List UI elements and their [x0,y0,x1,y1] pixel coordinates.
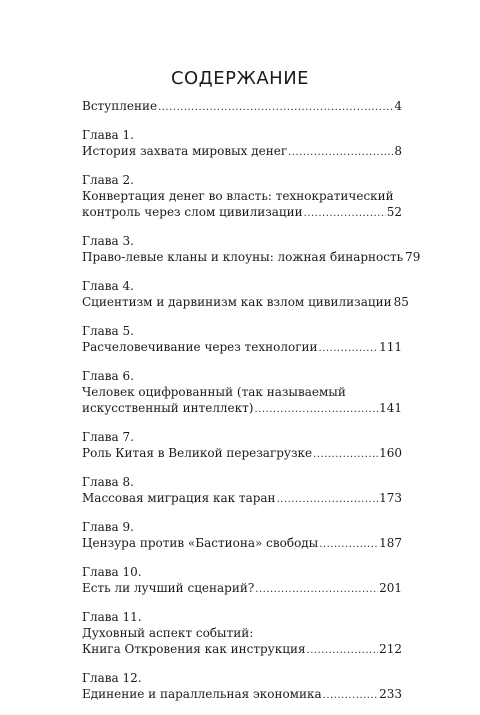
dot-leader [158,100,393,116]
toc-page-number: 141 [379,401,402,415]
chapter-label: Глава 5. [82,324,134,338]
toc-entry-line [82,249,421,267]
chapter-title-line: Роль Китая в Великой перезагрузке [82,446,313,460]
toc-entry-chapter-9 [82,519,402,553]
toc-title: СОДЕРЖАНИЕ [170,68,310,89]
toc-page-number: 160 [379,446,402,460]
chapter-label: Глава 9. [82,520,134,534]
toc-page-number: 8 [394,144,402,158]
chapter-label: Глава 11. [82,610,142,624]
toc-page-number: 201 [379,581,402,595]
toc-entry-line [82,98,402,116]
toc-entry-chapter-6 [82,368,402,418]
toc-entry-chapter-2 [82,172,402,222]
chapter-label: Глава 8. [82,475,134,489]
dot-leader [254,402,378,418]
chapter-title-line: Расчеловечивание через технологии [82,340,318,354]
toc-entry-chapter-5 [82,323,402,357]
chapter-title-line: Человек оцифрованный (так называемый [82,385,346,399]
chapter-label: Глава 1. [82,128,134,142]
toc-entry-chapter-3 [82,233,421,267]
toc-page-number: 52 [386,205,402,219]
toc-list [82,98,421,715]
chapter-title-line: Единение и параллельная экономика [82,687,322,701]
toc-entry-line [82,143,402,161]
dot-leader [313,447,378,463]
toc-entry-line [82,580,402,598]
toc-page-number: 187 [379,536,402,550]
toc-page-number: 233 [379,687,402,701]
chapter-title-line: контроль через слом цивилизации [82,205,303,219]
dot-leader [318,341,378,357]
toc-entry-line [82,686,402,704]
chapter-label: Глава 2. [82,173,134,187]
dot-leader [307,643,379,659]
dot-leader [304,206,386,222]
toc-entry-title: Вступление [82,99,158,113]
chapter-label: Глава 4. [82,279,134,293]
toc-entry-chapter-10 [82,564,402,598]
toc-page-number: 4 [394,99,402,113]
dot-leader [277,492,379,508]
toc-entry-chapter-4 [82,278,409,312]
chapter-title-line: Сциентизм и дарвинизм как взлом цивилизации [82,295,392,309]
toc-page-number: 111 [379,340,402,354]
toc-page-number: 85 [393,295,409,309]
chapter-title-line: Есть ли лучший сценарий? [82,581,255,595]
toc-entry-line [82,294,409,312]
toc-entry-line [82,535,402,553]
dot-leader [255,582,378,598]
chapter-label: Глава 6. [82,369,134,383]
toc-entry-chapter-1 [82,127,402,161]
chapter-label: Глава 3. [82,234,134,248]
toc-entry-line [82,204,402,222]
chapter-title-line: искусственный интеллект) [82,401,254,415]
chapter-title-line: Цензура против «Бастиона» свободы [82,536,319,550]
toc-entry-line [82,641,402,659]
toc-entry-intro [82,98,402,116]
toc-entry-line [82,490,402,508]
toc-page-number: 173 [379,491,402,505]
toc-entry-chapter-12 [82,670,402,704]
toc-entry-chapter-11 [82,609,402,659]
chapter-title-line: Конвертация денег во власть: технократический [82,189,394,203]
toc-entry-line [82,400,402,418]
chapter-label: Глава 12. [82,671,142,685]
chapter-label: Глава 7. [82,430,134,444]
toc-entry-chapter-7 [82,429,402,463]
toc-page-number: 79 [405,250,421,264]
toc-page-number: 212 [379,642,402,656]
toc-entry-chapter-8 [82,474,402,508]
chapter-label: Глава 10. [82,565,142,579]
chapter-title-line: Право-левые кланы и клоуны: ложная бинарность [82,250,404,264]
chapter-title-line: Массовая миграция как таран [82,491,276,505]
toc-entry-line [82,339,402,357]
dot-leader [288,145,393,161]
chapter-title-line: Книга Откровения как инструкция [82,642,306,656]
chapter-title-line: Духовный аспект событий: [82,626,254,640]
toc-entry-line [82,445,402,463]
dot-leader [319,537,378,553]
chapter-title-line: История захвата мировых денег [82,144,288,158]
dot-leader [323,688,378,704]
